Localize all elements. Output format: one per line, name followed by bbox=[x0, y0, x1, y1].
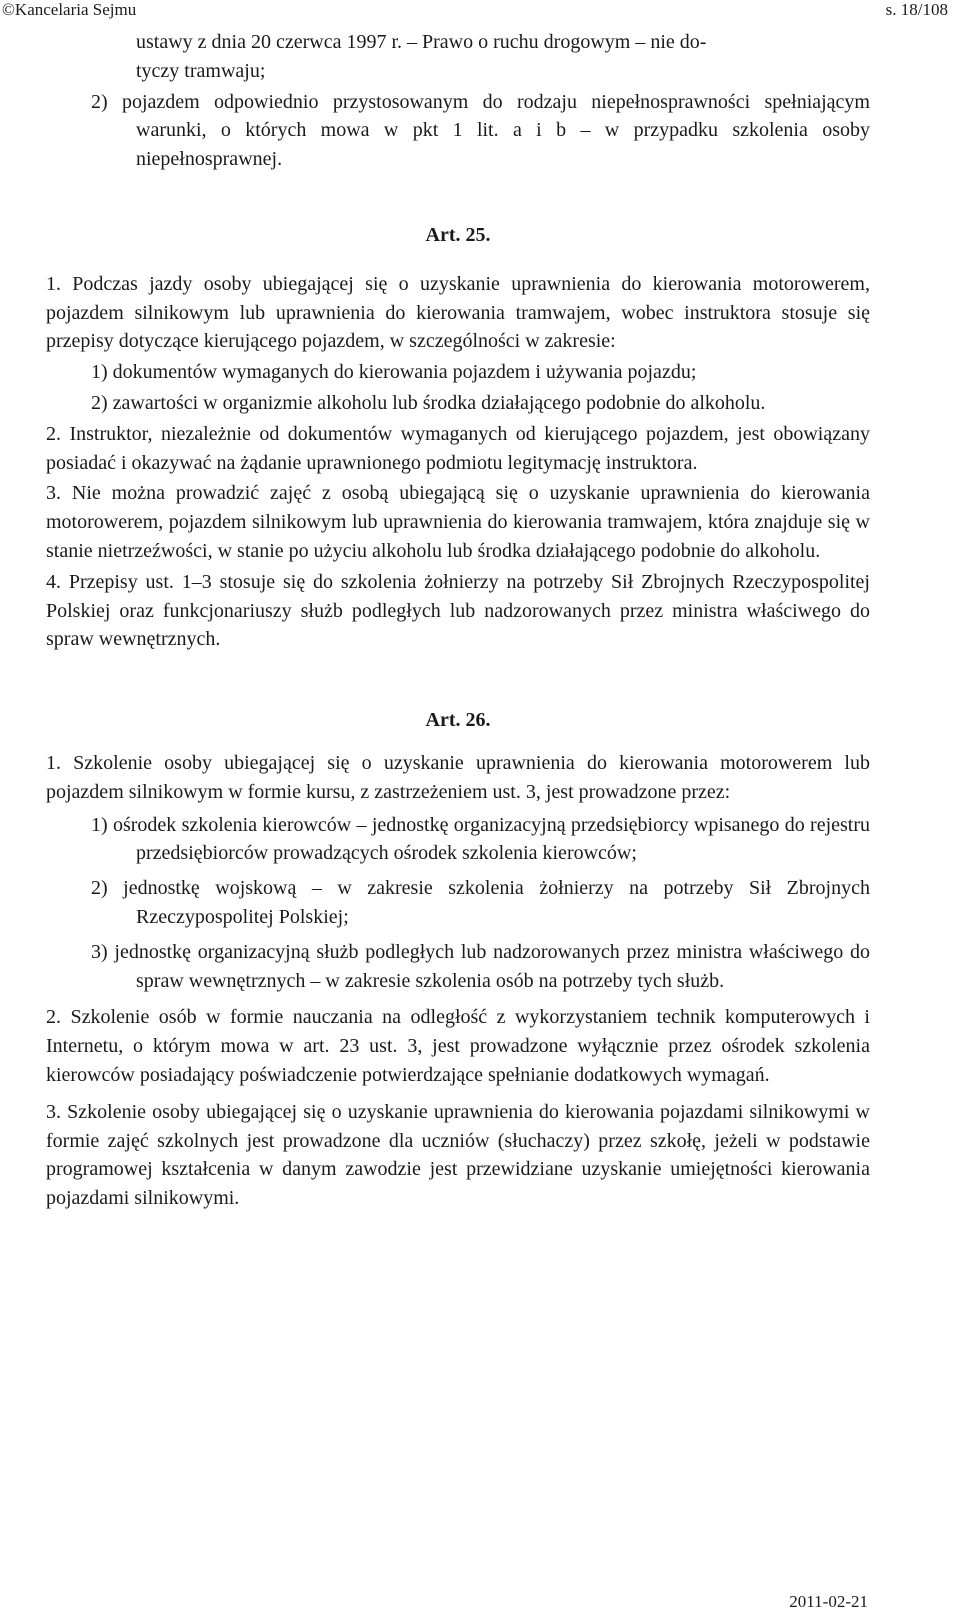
article-25-title: Art. 25. bbox=[425, 223, 491, 246]
footer-date: 2011-02-21 bbox=[789, 1592, 868, 1611]
art26-item-3: 3) jednostkę organizacyjną służb podległych lub nadzorowanych przez ministra właściwego do spraw wewnętrznych – w zakresie szkolenia osób na potrzeby tych służb. bbox=[91, 940, 870, 992]
art26-paragraph-1: 1. Szkolenie osoby ubiegającej się o uzyskanie uprawnienia do kierowania motorowerem lub pojazdem silnikowym w formie kursu, z zastrzeżeniem ust. 3, jest prowadzone przez: bbox=[46, 751, 870, 803]
intro-line: tyczy tramwaju; bbox=[136, 59, 266, 82]
intro-line: ustawy z dnia 20 czerwca 1997 r. – Prawo o ruchu drogowym – nie do- bbox=[136, 31, 707, 53]
art26-item-2: 2) jednostkę wojskową – w zakresie szkolenia żołnierzy na potrzeby Sił Zbrojnych Rzeczypospolitej Polskiej; bbox=[91, 877, 870, 928]
art25-item-1: 1) dokumentów wymaganych do kierowania pojazdem i używania pojazdu; bbox=[91, 361, 697, 384]
art25-paragraph-1: 1. Podczas jazdy osoby ubiegającej się o uzyskanie uprawnienia do kierowania motorowerem, pojazdem silnikowym lub uprawnienia do kierowania tramwajem, wobec instruktora stosuje się przepisy dotyczące kierującego pojazdem, w szczególności w zakresie: bbox=[46, 272, 870, 353]
art26-paragraph-2: 2. Szkolenie osób w formie nauczania na odległość z wykorzystaniem technik komputerowych i Internetu, o którym mowa w art. 23 ust. 3, jest prowadzone wyłącznie przez ośrodek szkolenia kierowców posiadający poświadczenie potwierdzające spełnianie dodatkowych wymagań. bbox=[46, 1006, 870, 1086]
art25-paragraph-4: 4. Przepisy ust. 1–3 stosuje się do szkolenia żołnierzy na potrzeby Sił Zbrojnych Rzeczypospolitej Polskiej oraz funkcjonariuszy służb podległych lub nadzorowanych przez ministra właściwego do spraw wewnętrznych. bbox=[46, 570, 870, 651]
page-number: s. 18/108 bbox=[885, 0, 948, 19]
art25-paragraph-2: 2. Instruktor, niezależnie od dokumentów wymaganych od kierującego pojazdem, jest obowiązany posiadać i okazywać na żądanie uprawnionego podmiotu legitymację instruktora. bbox=[46, 422, 870, 474]
intro-item: 2) pojazdem odpowiednio przystosowanym do rodzaju niepełnosprawności spełniającym warunki, o których mowa w pkt 1 lit. a i b – w przypadku szkolenia osoby niepełnosprawnej. bbox=[91, 90, 870, 171]
header-source: ©Kancelaria Sejmu bbox=[2, 0, 137, 19]
art25-item-2: 2) zawartości w organizmie alkoholu lub środka działającego podobnie do alkoholu. bbox=[91, 391, 766, 414]
art25-paragraph-3: 3. Nie można prowadzić zajęć z osobą ubiegającą się o uzyskanie uprawnienia do kierowania motorowerem, pojazdem silnikowym lub uprawnienia do kierowania tramwajem, która znajduje się w stanie nietrzeźwości, w stanie po użyciu alkoholu lub środka działającego podobnie do alkoholu. bbox=[46, 482, 870, 562]
article-26-title: Art. 26. bbox=[425, 709, 491, 732]
document-body bbox=[46, 28, 870, 1213]
art26-paragraph-3: 3. Szkolenie osoby ubiegającej się o uzyskanie uprawnienia do kierowania pojazdami silnikowymi w formie zajęć szkolnych jest prowadzone dla uczniów (słuchaczy) przez szkołę, jeżeli w podstawie programowej kształcenia w danym zawodzie jest przewidziane uzyskanie umiejętności kierowania pojazdami silnikowymi. bbox=[46, 1100, 870, 1210]
art26-item-1: 1) ośrodek szkolenia kierowców – jednostkę organizacyjną przedsiębiorcy wpisanego do rejestru przedsiębiorców prowadzących ośrodek szkolenia kierowców; bbox=[91, 813, 870, 865]
